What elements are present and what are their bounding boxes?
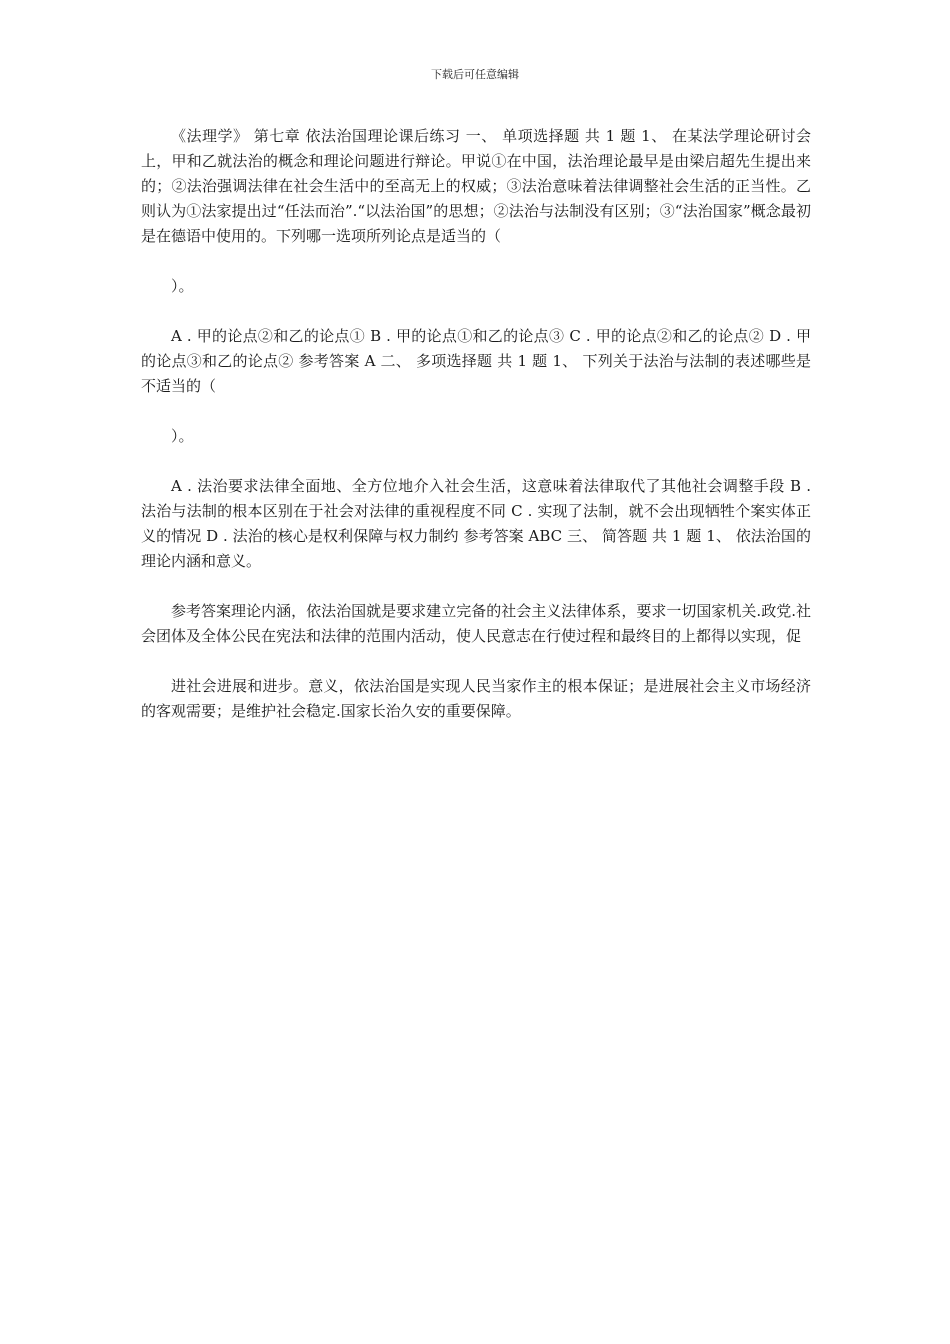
paragraph-options-1: A . 甲的论点②和乙的论点① B . 甲的论点①和乙的论点③ C . 甲的论点②和乙的论点② D . 甲的论点③和乙的论点② 参考答案 A 二、 多项选择题 共 1 题 1、 下列关于法治与法制的表述哪些是不适当的（ xyxy=(141,327,811,395)
page-header: 下载后可任意编辑 xyxy=(431,68,519,81)
paragraph-options-2: A . 法治要求法律全面地、全方位地介入社会生活，这意味着法律取代了其他社会调整手段 B . 法治与法制的根本区别在于社会对法律的重视程度不同 C . 实现了法制，就不会出现牺牲个案实体正义的情况 D . 法治的核心是权利保障与权力制约 参考答案 ABC 三、 简答题 共 1 题 1、 依法治国的理论内涵和意义。 xyxy=(141,477,811,570)
paragraph-answer-2: 进社会进展和进步。意义，依法治国是实现人民当家作主的根本保证；是进展社会主义市场经济的客观需要；是维护社会稳定.国家长治久安的重要保障。 xyxy=(141,677,811,720)
paragraph-question-2-close: ）。 xyxy=(171,427,194,445)
paragraph-question-1: 《法理学》 第七章 依法治国理论课后练习 一、 单项选择题 共 1 题 1、 在某法学理论研讨会上，甲和乙就法治的概念和理论问题进行辩论。甲说①在中国，法治理论最早是由梁启超先生提出来的；②法治强调法律在社会生活中的至高无上的权威；③法治意味着法律调整社会生活的正当性。乙则认为①法家提出过“任法而治”.“以法治国”的思想；②法治与法制没有区别；③“法治国家”概念最初是在德语中使用的。下列哪一选项所列论点是适当的（ xyxy=(141,127,811,245)
paragraph-answer-1: 参考答案理论内涵，依法治国就是要求建立完备的社会主义法律体系，要求一切国家机关.政党.社会团体及全体公民在宪法和法律的范围内活动，使人民意志在行使过程和最终目的上都得以实现，促 xyxy=(141,602,811,645)
document-body xyxy=(141,124,811,749)
paragraph-question-1-close: ）。 xyxy=(171,277,194,295)
